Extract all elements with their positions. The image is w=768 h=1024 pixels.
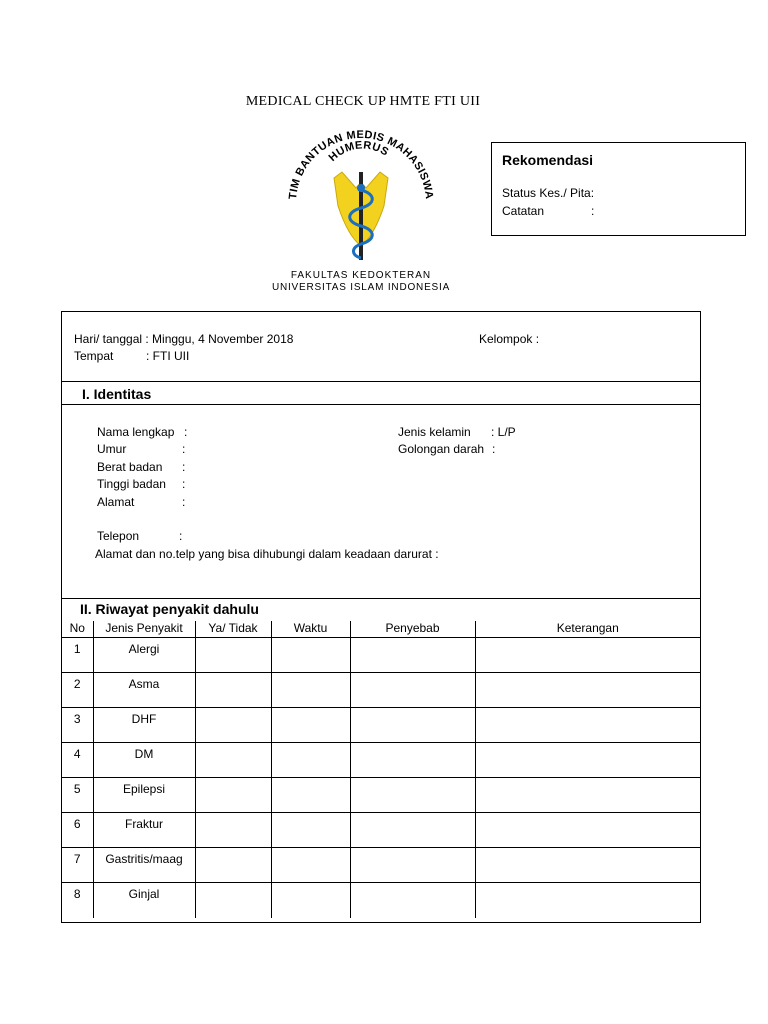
col-header-waktu: Waktu (271, 621, 350, 638)
tempat-value: : FTI UII (146, 349, 190, 363)
ya-tidak-cell[interactable] (195, 708, 271, 743)
table-row (62, 708, 700, 743)
logo-line-universitas: UNIVERSITAS ISLAM INDONESIA (271, 282, 451, 293)
tinggi-badan-label: Tinggi badan (97, 477, 166, 491)
jenis-kelamin-label: Jenis kelamin (398, 425, 471, 439)
waktu-cell[interactable] (271, 638, 350, 673)
penyebab-cell[interactable] (350, 848, 475, 883)
hari-tanggal: Hari/ tanggal : Minggu, 4 November 2018 (74, 332, 294, 346)
umur-label: Umur (97, 442, 127, 456)
row-no: 2 (62, 673, 93, 708)
keterangan-cell[interactable] (475, 848, 700, 883)
ya-tidak-cell[interactable] (195, 813, 271, 848)
row-penyakit: DHF (93, 708, 195, 743)
row-no: 6 (62, 813, 93, 848)
col-header-penyebab: Penyebab (350, 621, 475, 638)
table-row (62, 813, 700, 848)
berat-badan-label: Berat badan (97, 460, 163, 474)
ya-tidak-cell[interactable] (195, 638, 271, 673)
keterangan-cell[interactable] (475, 708, 700, 743)
table-row (62, 778, 700, 813)
identitas-heading: I. Identitas (82, 386, 152, 402)
waktu-cell[interactable] (271, 778, 350, 813)
row-penyakit: Asma (93, 673, 195, 708)
rekomendasi-box (491, 142, 746, 236)
catatan-row (502, 202, 735, 220)
waktu-cell[interactable] (271, 708, 350, 743)
row-penyakit: DM (93, 743, 195, 778)
waktu-cell[interactable] (271, 743, 350, 778)
caduceus-shield-icon (334, 172, 388, 260)
col-header-no: No (62, 621, 93, 638)
umur-colon: : (182, 442, 186, 456)
col-header-ya-tidak: Ya/ Tidak (195, 621, 271, 638)
table-row (62, 743, 700, 778)
riwayat-penyakit-table (62, 621, 700, 918)
penyebab-cell[interactable] (350, 813, 475, 848)
row-penyakit: Fraktur (93, 813, 195, 848)
humerus-logo (258, 128, 464, 298)
tinggi-badan-colon: : (182, 477, 186, 491)
ya-tidak-cell[interactable] (195, 848, 271, 883)
penyebab-cell[interactable] (350, 673, 475, 708)
row-no: 8 (62, 883, 93, 918)
penyebab-cell[interactable] (350, 883, 475, 918)
divider (62, 404, 700, 405)
riwayat-heading: II. Riwayat penyakit dahulu (80, 601, 259, 617)
berat-badan-colon: : (182, 460, 186, 474)
waktu-cell[interactable] (271, 883, 350, 918)
row-penyakit: Gastritis/maag (93, 848, 195, 883)
golongan-darah-label: Golongan darah (398, 442, 485, 456)
waktu-cell[interactable] (271, 848, 350, 883)
logo-arc-text: TIM BANTUAN MEDIS MAHASISWA (287, 128, 435, 200)
jenis-kelamin-value: : L/P (491, 425, 516, 439)
keterangan-cell[interactable] (475, 813, 700, 848)
telepon-colon: : (179, 529, 183, 543)
row-no: 3 (62, 708, 93, 743)
row-penyakit: Ginjal (93, 883, 195, 918)
telepon-label: Telepon (97, 529, 140, 543)
alamat-colon: : (182, 495, 186, 509)
ya-tidak-cell[interactable] (195, 778, 271, 813)
waktu-cell[interactable] (271, 673, 350, 708)
table-row (62, 883, 700, 918)
divider (62, 598, 700, 599)
row-penyakit: Epilepsi (93, 778, 195, 813)
logo-line-fakultas: FAKULTAS KEDOKTERAN (290, 270, 432, 281)
table-row (62, 673, 700, 708)
table-header-row (62, 621, 700, 638)
row-no: 7 (62, 848, 93, 883)
keterangan-cell[interactable] (475, 778, 700, 813)
status-kes-row (502, 184, 735, 202)
row-no: 1 (62, 638, 93, 673)
keterangan-cell[interactable] (475, 883, 700, 918)
document-title: MEDICAL CHECK UP HMTE FTI UII (245, 94, 481, 109)
status-kes-label: Status Kes./ Pita: (502, 186, 595, 200)
penyebab-cell[interactable] (350, 708, 475, 743)
penyebab-cell[interactable] (350, 743, 475, 778)
nama-lengkap-colon: : (184, 425, 188, 439)
ya-tidak-cell[interactable] (195, 673, 271, 708)
alamat-label: Alamat (97, 495, 135, 509)
waktu-cell[interactable] (271, 813, 350, 848)
catatan-colon: : (591, 204, 595, 218)
keterangan-cell[interactable] (475, 743, 700, 778)
rekomendasi-heading: Rekomendasi (502, 152, 594, 168)
keterangan-cell[interactable] (475, 673, 700, 708)
nama-lengkap-label: Nama lengkap (97, 425, 175, 439)
row-no: 4 (62, 743, 93, 778)
form-sheet (61, 311, 701, 923)
logo-name: HUMERUS (326, 139, 391, 164)
col-header-keterangan: Keterangan (475, 621, 700, 638)
table-row (62, 638, 700, 673)
penyebab-cell[interactable] (350, 778, 475, 813)
divider (62, 381, 700, 382)
catatan-label: Catatan (502, 204, 545, 218)
kelompok-label: Kelompok : (479, 332, 540, 346)
row-penyakit: Alergi (93, 638, 195, 673)
golongan-darah-colon: : (492, 442, 496, 456)
row-no: 5 (62, 778, 93, 813)
col-header-jenis-penyakit: Jenis Penyakit (93, 621, 195, 638)
keterangan-cell[interactable] (475, 638, 700, 673)
ya-tidak-cell[interactable] (195, 743, 271, 778)
table-row (62, 848, 700, 883)
penyebab-cell[interactable] (350, 638, 475, 673)
kontak-darurat-label: Alamat dan no.telp yang bisa dihubungi dalam keadaan darurat : (95, 547, 439, 561)
ya-tidak-cell[interactable] (195, 883, 271, 918)
tempat-label: Tempat (74, 349, 114, 363)
